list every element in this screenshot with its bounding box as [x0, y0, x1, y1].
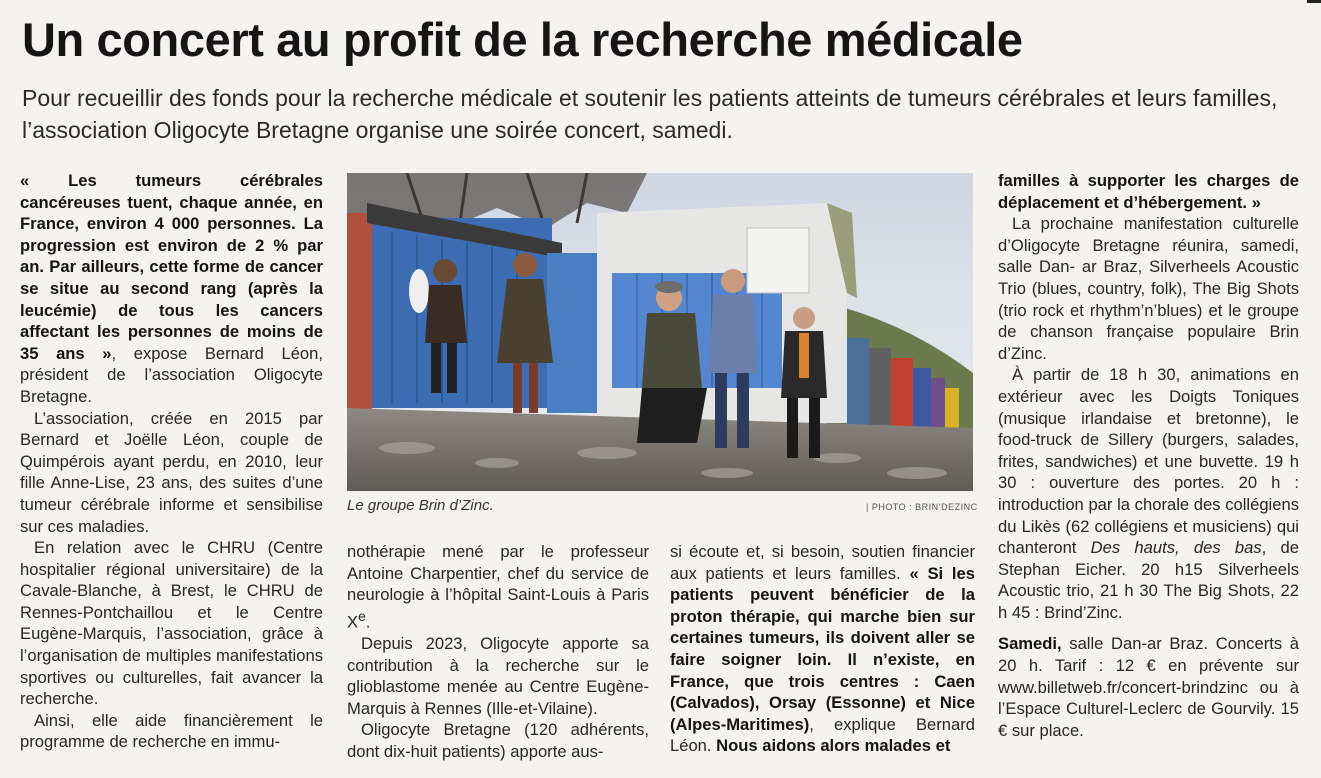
paragraph: Oligocyte Bretagne (120 adhérents, dont dix-huit patients) apporte aus-: [347, 720, 649, 761]
photo-caption: Le groupe Brin d’Zinc.: [347, 497, 494, 514]
quote-bold: familles à supporter les charges de déplacement et d’hébergement. »: [998, 171, 1299, 212]
quote-bold: « Si les patients peuvent bénéficier de la proton thérapie, qui marche bien sur certaines tumeurs, ils doivent aller se faire soigner loin. Il n’existe, en France, que trois centres : Caen (Calvados), Orsay (Essonne) et Nice (Alpes-Maritimes): [670, 563, 975, 734]
paragraph: [998, 364, 1299, 623]
paragraph: [998, 170, 1299, 213]
paragraph: [670, 541, 975, 757]
paragraph: Ainsi, elle aide financièrement le programme de recherche en immu-: [20, 710, 323, 752]
quote-bold: Nous aidons alors malades et: [716, 736, 951, 756]
photo-illustration: [347, 173, 973, 491]
quote-bold: « Les tumeurs cérébrales cancéreuses tuent, chaque année, en France, environ 4 000 personnes. La progression est environ de 2 % par an. Par ailleurs, cette forme de cancer se situe au second rang (après la leucémie) de tous les cancers affectant les personnes de moins de 35 ans »: [20, 171, 323, 363]
column-2: [347, 541, 649, 762]
paragraph-text: À partir de 18 h 30, animations en extérieur avec les Doigts Toniques (musique irlandaise et bretonne), le food-truck de Sillery (burgers, salades, frites, sandwiches) et une buvette. 19 h 30 : ouverture des portes. 20 h : introduction par la chorale des collégiens du Likès (62 collégiens et musiciens) qui chanteront: [998, 365, 1299, 558]
paragraph: En relation avec le CHRU (Centre hospitalier régional universitaire) de la Cavale-Blanche, à Brest, le CHRU de Rennes-Pontchaillou et le Centre Eugène-Marquis, l’association, grâce à l’organisation de multiples manifestations sportives ou culturelles, fait avancer la recherche.: [20, 538, 323, 709]
headline: Un concert au profit de la recherche médicale: [22, 13, 1023, 66]
superscript: e: [358, 607, 366, 624]
scan-mark: [1307, 0, 1321, 3]
paragraph-end: .: [365, 612, 371, 632]
column-3: [670, 541, 975, 757]
quote-attribution: , explique Bernard Léon.: [670, 714, 975, 756]
paragraph-text: si écoute et, si besoin, soutien financier aux patients et leurs familles.: [670, 542, 975, 583]
band-photo: [347, 173, 973, 491]
paragraph: [20, 170, 323, 408]
standfirst: Pour recueillir des fonds pour la recherche médicale et soutenir les patients atteints de tumeurs cérébrales et leurs familles, l’association Oligocyte Bretagne organise une soirée concert, samedi.: [22, 85, 1278, 143]
practical-info: [998, 633, 1299, 741]
column-4: [998, 170, 1299, 741]
info-day: Samedi,: [998, 634, 1062, 654]
column-1: [20, 170, 323, 753]
paragraph-text: , de Stephan Eicher. 20 h15 Silverheels Acoustic trio, 21 h 30 The Big Shots, 22 h 45 : Brind’Zinc.: [998, 538, 1299, 622]
info-text: salle Dan-ar Braz. Concerts à 20 h. Tarif : 12 € en prévente sur www.billetweb.fr/concert-brindzinc ou à l’Espace Culturel-Leclerc de Gourvily. 15 € sur place.: [998, 634, 1299, 740]
photo-credit: | PHOTO : BRIN’DEZINC: [866, 502, 978, 512]
song-title: Des hauts, des bas: [1090, 538, 1262, 558]
paragraph: [347, 541, 649, 633]
paragraph: Depuis 2023, Oligocyte apporte sa contribution à la recherche sur le glioblastome menée au Centre Eugène-Marquis à Rennes (Ille-et-Vilaine).: [347, 633, 649, 718]
quote-attribution: , expose Bernard Léon, président de l’association Oligocyte Bretagne.: [20, 343, 323, 406]
paragraph: L’association, créée en 2015 par Bernard et Joëlle Léon, couple de Quimpérois ayant perdu, en 2010, leur fille Anne-Lise, 23 ans, des suites d’une tumeur cérébrale informe et sensibilise sur ces maladies.: [20, 408, 323, 536]
paragraph: La prochaine manifestation culturelle d’Oligocyte Bretagne réunira, samedi, salle Dan- ar Braz, Silverheels Acoustic Trio (blues, country, folk), The Big Shots (trio rock et rhythm’n’blues) et le groupe de chanson française populaire Brin d’Zinc.: [998, 214, 1299, 363]
paragraph-text: nothérapie mené par le professeur Antoine Charpentier, chef du service de neurologie à l’hôpital Saint-Louis à Paris X: [347, 542, 649, 632]
